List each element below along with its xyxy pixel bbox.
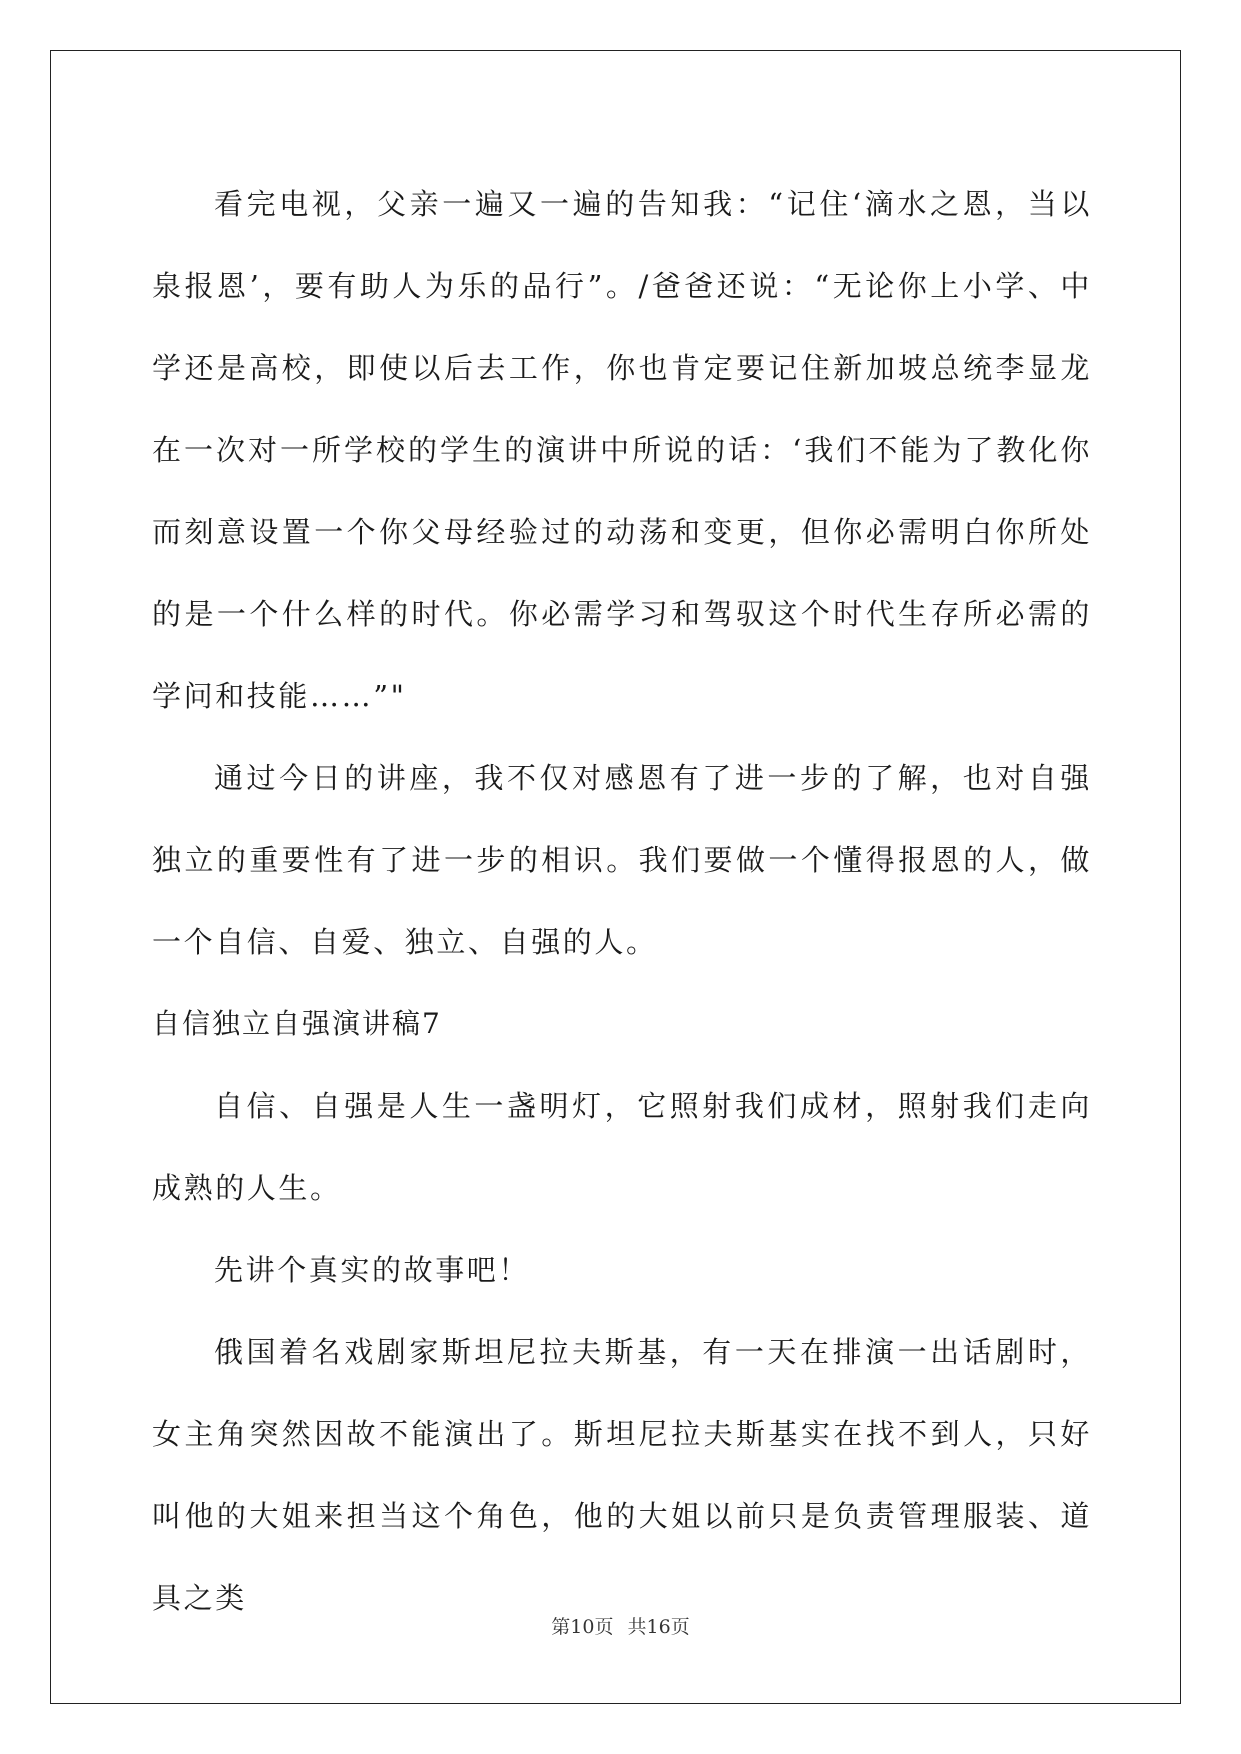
page-number: 第10页 (551, 1616, 614, 1638)
section-heading: 自信独立自强演讲稿7 (152, 1007, 442, 1040)
page-total: 共16页 (627, 1616, 690, 1638)
paragraph: 自信、自强是人生一盏明灯，它照射我们成材，照射我们走向成熟的人生。 (152, 1089, 1092, 1205)
paragraph: 先讲个真实的故事吧！ (214, 1253, 531, 1287)
paragraph: 通过今日的讲座，我不仅对感恩有了进一步的了解，也对自强独立的重要性有了进一步的相识。我们要做一个懂得报恩的人，做一个自信、自爱、独立、自强的人。 (152, 761, 1092, 959)
paragraph: 看完电视，父亲一遍又一遍的告知我：“记住‘滴水之恩，当以泉报恩’，要有助人为乐的品行”。/爸爸还说：“无论你上小学、中学还是高校，即使以后去工作，你也肯定要记住新加坡总统李显龙在一次对一所学校的学生的演讲中所说的话：‘我们不能为了教化你而刻意设置一个你父母经验过的动荡和变更，但你必需明白你所处的是一个什么样的时代。你必需学习和驾驭这个时代生存所必需的学问和技能……”" (152, 187, 1092, 713)
paragraph: 俄国着名戏剧家斯坦尼拉夫斯基，有一天在排演一出话剧时，女主角突然因故不能演出了。斯坦尼拉夫斯基实在找不到人，只好叫他的大姐来担当这个角色，他的大姐以前只是负责管理服装、道具之类 (152, 1335, 1092, 1615)
document-body (152, 163, 1092, 1639)
page-footer (0, 1612, 1241, 1639)
